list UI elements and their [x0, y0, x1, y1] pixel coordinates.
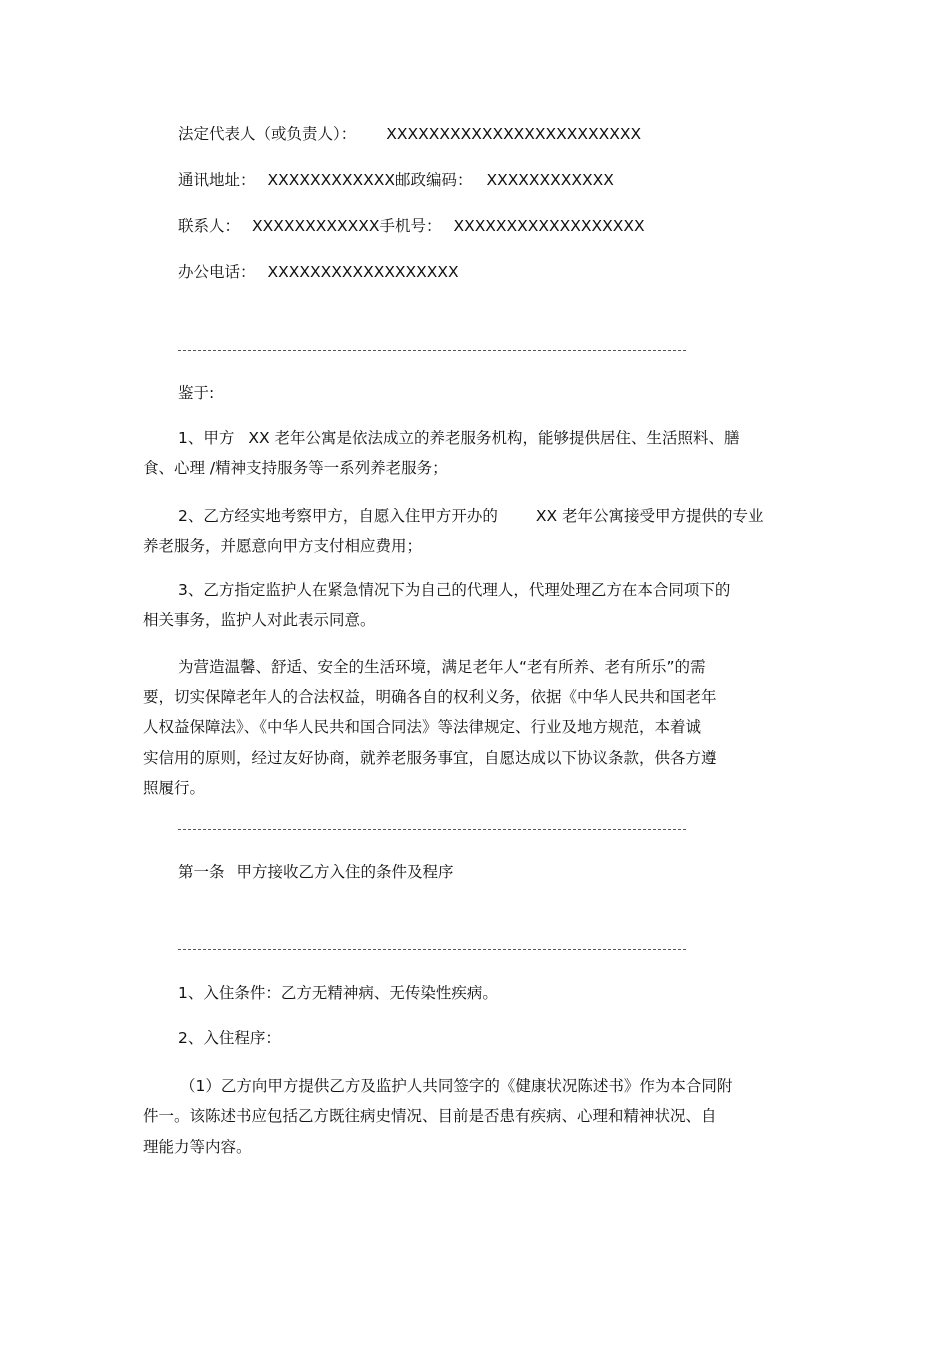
admission-condition: 1、入住条件：乙方无精神病、无传染性疾病。 — [178, 984, 498, 1002]
section-divider — [178, 949, 686, 950]
whereas-item-1-line-2: 食、心理 /精神支持服务等一系列养老服务； — [143, 459, 448, 477]
whereas-item-2-prefix: 2、乙方经实地考察甲方，自愿入住甲方开办的 — [178, 507, 498, 525]
contact-label: 联系人： — [178, 217, 241, 235]
procedure-item-1-line-3: 理能力等内容。 — [143, 1138, 252, 1156]
whereas-item-3-line-2: 相关事务，监护人对此表示同意。 — [143, 611, 376, 629]
contact-line — [178, 216, 645, 236]
office-phone-label: 办公电话： — [178, 263, 256, 281]
mobile-value: XXXXXXXXXXXXXXXXXX — [453, 217, 645, 235]
whereas-item-1-text: XX 老年公寓是依法成立的养老服务机构，能够提供居住、生活照料、膳 — [248, 429, 740, 447]
legal-rep-line — [178, 124, 641, 144]
postcode-value: XXXXXXXXXXXX — [486, 171, 614, 189]
whereas-item-3-line-1: 3、乙方指定监护人在紧急情况下为自己的代理人，代理处理乙方在本合同项下的 — [178, 581, 731, 599]
legal-rep-value: XXXXXXXXXXXXXXXXXXXXXXXX — [386, 125, 642, 143]
contact-value: XXXXXXXXXXXX — [252, 217, 380, 235]
mobile-label: 手机号： — [379, 217, 442, 235]
procedure-item-1-line-2: 件一。该陈述书应包括乙方既往病史情况、目前是否患有疾病、心理和精神状况、自 — [143, 1107, 717, 1125]
legal-rep-label: 法定代表人（或负责人）： — [178, 125, 357, 143]
whereas-heading: 鉴于: — [178, 384, 215, 402]
whereas-item-1-prefix: 1、甲方 — [178, 429, 235, 447]
article-1-heading: 甲方接收乙方入住的条件及程序 — [236, 863, 454, 881]
office-phone-line — [178, 262, 459, 282]
article-1-number: 第一条 — [178, 863, 225, 881]
preamble-line-4: 实信用的原则，经过友好协商，就养老服务事宜，自愿达成以下协议条款，供各方遵 — [143, 749, 717, 767]
preamble-line-1: 为营造温馨、舒适、安全的生活环境，满足老年人“老有所养、老有所乐”的需 — [178, 658, 706, 676]
whereas-item-2-text: XX 老年公寓接受甲方提供的专业 — [535, 507, 764, 525]
office-phone-value: XXXXXXXXXXXXXXXXXX — [267, 263, 459, 281]
postcode-label: 邮政编码： — [394, 171, 473, 189]
procedure-item-1-line-1: （1）乙方向甲方提供乙方及监护人共同签字的《健康状况陈述书》作为本合同附 — [180, 1077, 733, 1095]
whereas-item-1-line-1 — [178, 428, 740, 448]
section-divider — [178, 350, 686, 351]
whereas-item-2-line-2: 养老服务，并愿意向甲方支付相应费用； — [143, 537, 423, 555]
section-divider — [178, 829, 686, 830]
address-label: 通讯地址： — [178, 171, 256, 189]
preamble-line-3: 人权益保障法》、《中华人民共和国合同法》等法律规定、行业及地方规范，本着诚 — [143, 718, 702, 736]
address-value: XXXXXXXXXXXX — [267, 171, 395, 189]
preamble-line-5: 照履行。 — [143, 779, 206, 797]
admission-procedure: 2、入住程序： — [178, 1029, 281, 1047]
whereas-item-2-line-1 — [178, 506, 764, 526]
address-line — [178, 170, 614, 190]
article-1-title — [178, 862, 454, 882]
preamble-line-2: 要，切实保障老年人的合法权益，明确各自的权利义务，依据《中华人民共和国老年 — [143, 688, 717, 706]
